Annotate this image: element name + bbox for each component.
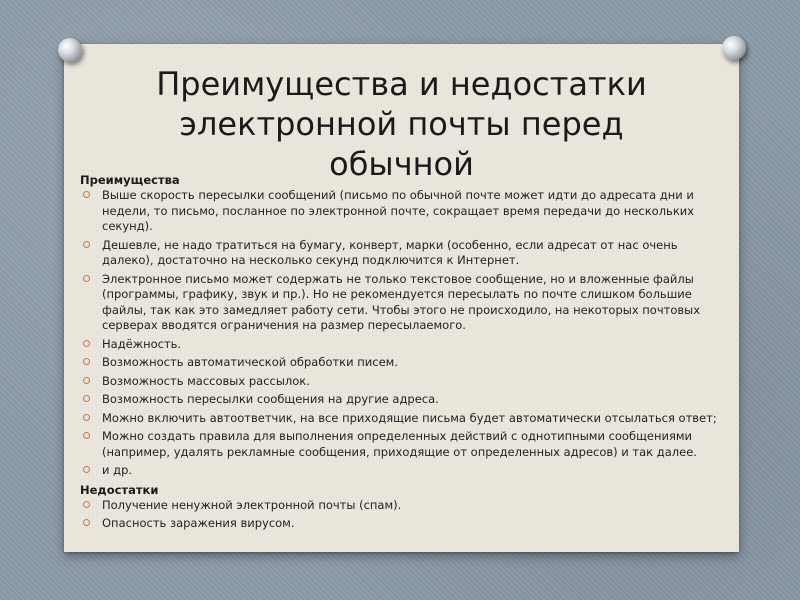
circle-bullet-icon (83, 395, 90, 402)
circle-bullet-icon (83, 377, 90, 384)
list-item-text: Опасность заражения вирусом. (102, 516, 295, 530)
circle-bullet-icon (83, 432, 90, 439)
list-item-text: Надёжность. (102, 336, 182, 351)
list-item (80, 337, 720, 353)
list-item-text: Дешевле, не надо тратиться на бумагу, конверт, марки (особенно, если адресат от нас очень далеко), достаточно на несколько секунд подключится к Интернет. (102, 237, 678, 267)
slide-title-line: обычной (329, 145, 474, 183)
list-item-text: Возможность пересылки сообщения на другие адреса. (102, 392, 439, 406)
list-item-text: Возможность массовых рассылок. (102, 373, 310, 388)
list-item (80, 392, 720, 408)
advantages-heading: Преимущества (80, 173, 180, 187)
list-item-text: Получение ненужной электронной почты (спам). (102, 497, 402, 512)
circle-bullet-icon (83, 519, 90, 526)
slide-title-line: электронной почты перед (179, 105, 624, 143)
pushpin-icon (58, 38, 82, 62)
list-item (80, 355, 720, 371)
slide-title-line: Преимущества и недостатки (156, 65, 647, 103)
circle-bullet-icon (83, 466, 90, 473)
list-item-text: Электронное письмо может содержать не только текстовое сообщение, но и вложенные файлы (программы, графику, звук и пр.). Но не рекомендуется пересылать по почте слишком большие файлы, так как это замедляет работу сети. Чтобы этого не происходило, на некоторых почтовых серверах вводятся ограничения на размер пересылаемого. (102, 271, 701, 332)
circle-bullet-icon (83, 340, 90, 347)
disadvantages-heading: Недостатки (80, 482, 159, 497)
list-item (80, 429, 720, 460)
circle-bullet-icon (83, 414, 90, 421)
list-item-text: и др. (102, 463, 133, 477)
slide-body (80, 172, 720, 535)
circle-bullet-icon (83, 191, 90, 198)
circle-bullet-icon (83, 275, 90, 282)
list-item (80, 498, 720, 514)
list-item (80, 374, 720, 390)
disadvantages-list (80, 498, 720, 532)
advantages-list (80, 188, 720, 479)
list-item (80, 272, 720, 334)
list-item-text: Можно включить автоответчик, на все приходящие письма будет автоматически отсылаться ответ; (102, 410, 717, 425)
list-item (80, 516, 720, 532)
slide-title (64, 64, 739, 184)
pushpin-icon (722, 36, 746, 60)
list-item (80, 411, 720, 427)
circle-bullet-icon (83, 501, 90, 508)
list-item (80, 238, 720, 269)
circle-bullet-icon (83, 358, 90, 365)
circle-bullet-icon (83, 241, 90, 248)
list-item (80, 188, 720, 235)
list-item-text: Выше скорость пересылки сообщений (письмо по обычной почте может идти до адресата дни и недели, то письмо, посланное по электронной почте, сокращает время передачи до нескольких секунд). (102, 188, 695, 233)
list-item-text: Возможность автоматической обработки писем. (102, 355, 398, 369)
list-item-text: Можно создать правила для выполнения определенных действий с однотипными сообщениями (например, удалять рекламные сообщения, приходящие от определенных адресов) и так далее. (102, 429, 697, 459)
list-item (80, 463, 720, 479)
